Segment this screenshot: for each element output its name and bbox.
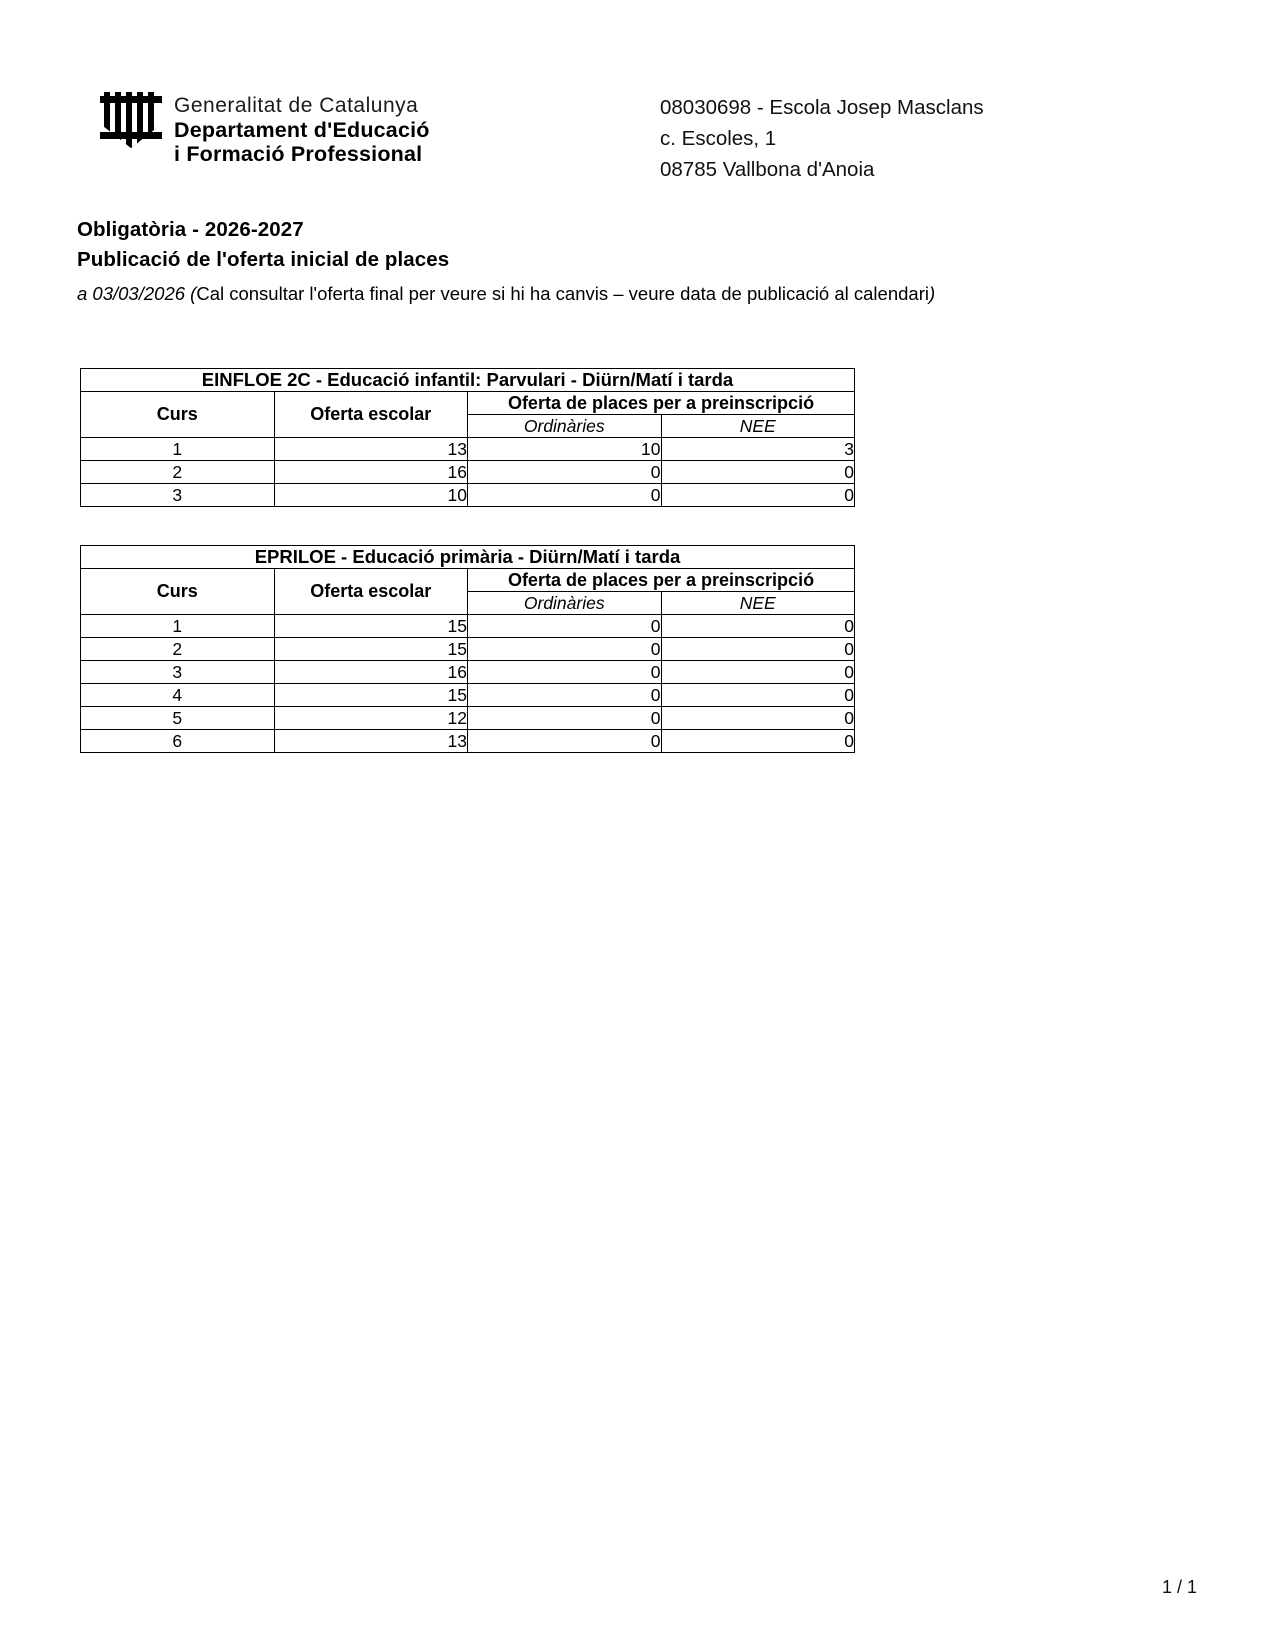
cell-oferta-escolar: 10: [274, 484, 468, 507]
cell-curs: 2: [81, 461, 275, 484]
cell-nee: 0: [661, 730, 855, 753]
publication-note: [77, 281, 1177, 307]
table-row: [81, 461, 855, 484]
cell-oferta-escolar: 12: [274, 707, 468, 730]
header-ordinaries: Ordinàries: [468, 592, 662, 615]
document-header: [0, 92, 1275, 182]
cell-ordinaries: 0: [468, 615, 662, 638]
cell-curs: 2: [81, 638, 275, 661]
cell-ordinaries: 0: [468, 707, 662, 730]
cell-ordinaries: 0: [468, 638, 662, 661]
header-oferta-escolar: Oferta escolar: [274, 392, 468, 438]
header-preinscripcio: Oferta de places per a preinscripció: [468, 392, 855, 415]
cell-ordinaries: 0: [468, 684, 662, 707]
table-title-row: [81, 546, 855, 569]
cell-oferta-escolar: 13: [274, 438, 468, 461]
cell-oferta-escolar: 13: [274, 730, 468, 753]
note-date-prefix: a 03/03/2026 (: [77, 283, 197, 305]
table-title: EPRILOE - Educació primària - Diürn/Matí i tarda: [81, 546, 855, 569]
table-header-row: [81, 392, 855, 415]
header-nee: NEE: [661, 592, 855, 615]
cell-curs: 4: [81, 684, 275, 707]
cell-nee: 0: [661, 638, 855, 661]
cell-curs: 5: [81, 707, 275, 730]
table-epriloe: [80, 545, 855, 753]
school-identification: [660, 92, 984, 185]
cell-ordinaries: 0: [468, 661, 662, 684]
cell-curs: 6: [81, 730, 275, 753]
logo-text: [174, 92, 430, 166]
logo-line-formacio: i Formació Professional: [174, 141, 423, 166]
cell-oferta-escolar: 15: [274, 638, 468, 661]
table-row: [81, 484, 855, 507]
school-locality: 08785 Vallbona d'Anoia: [660, 158, 875, 182]
cell-curs: 3: [81, 484, 275, 507]
cell-oferta-escolar: 15: [274, 615, 468, 638]
cell-ordinaries: 0: [468, 484, 662, 507]
table-row: [81, 661, 855, 684]
logo-line-departament: Departament d'Educació: [174, 117, 430, 142]
cell-oferta-escolar: 15: [274, 684, 468, 707]
table-title-row: [81, 369, 855, 392]
school-name: 08030698 - Escola Josep Masclans: [660, 96, 984, 119]
table-row: [81, 707, 855, 730]
table-row: [81, 684, 855, 707]
cell-nee: 0: [661, 461, 855, 484]
page-subtitle: Publicació de l'oferta inicial de places: [77, 247, 450, 271]
header-preinscripcio: Oferta de places per a preinscripció: [468, 569, 855, 592]
cell-curs: 1: [81, 438, 275, 461]
note-suffix: ): [928, 283, 936, 305]
cell-nee: 0: [661, 684, 855, 707]
table-row: [81, 438, 855, 461]
document-title-block: [77, 215, 1177, 307]
table-row: [81, 615, 855, 638]
generalitat-catalunya-shield-icon: [100, 92, 162, 150]
generalitat-logo: [100, 92, 430, 166]
table-einfloe-2c: [80, 368, 855, 507]
school-address: c. Escoles, 1: [660, 127, 777, 151]
table-title: EINFLOE 2C - Educació infantil: Parvulari - Diürn/Matí i tarda: [81, 369, 855, 392]
logo-line-generalitat: Generalitat de Catalunya: [174, 94, 419, 117]
note-body: Cal consultar l'oferta final per veure si hi ha canvis – veure data de publicació al calendari: [196, 283, 929, 305]
cell-oferta-escolar: 16: [274, 461, 468, 484]
table-header-row: [81, 569, 855, 592]
header-oferta-escolar: Oferta escolar: [274, 569, 468, 615]
page-number: 1 / 1: [1161, 1577, 1197, 1597]
cell-oferta-escolar: 16: [274, 661, 468, 684]
page-title: Obligatòria - 2026-2027: [77, 218, 304, 241]
cell-nee: 0: [661, 707, 855, 730]
header-curs: Curs: [81, 569, 275, 615]
cell-curs: 3: [81, 661, 275, 684]
header-curs: Curs: [81, 392, 275, 438]
header-nee: NEE: [661, 415, 855, 438]
cell-ordinaries: 10: [468, 438, 662, 461]
cell-ordinaries: 0: [468, 730, 662, 753]
cell-nee: 0: [661, 661, 855, 684]
cell-nee: 0: [661, 484, 855, 507]
cell-nee: 3: [661, 438, 855, 461]
cell-ordinaries: 0: [468, 461, 662, 484]
header-ordinaries: Ordinàries: [468, 415, 662, 438]
table-row: [81, 730, 855, 753]
cell-curs: 1: [81, 615, 275, 638]
cell-nee: 0: [661, 615, 855, 638]
table-row: [81, 638, 855, 661]
